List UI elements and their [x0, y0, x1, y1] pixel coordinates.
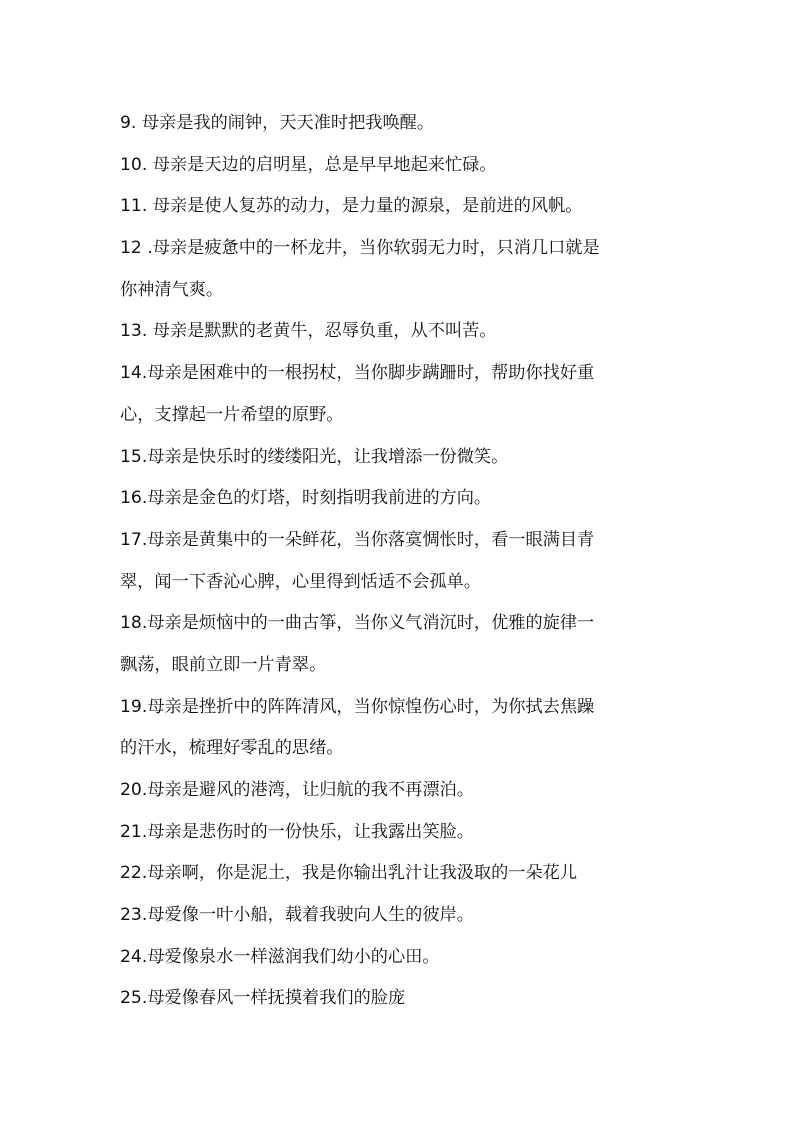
text-line: 9. 母亲是我的闹钟，天天准时把我唤醒。	[120, 113, 435, 133]
text-line: 22.母亲啊，你是泥土，我是你输出乳汁让我汲取的一朵花儿	[120, 863, 578, 884]
text-line: 翠，闻一下香沁心脾，心里得到恬适不会孤单。	[120, 571, 481, 592]
text-line: 21.母亲是悲伤时的一份快乐，让我露出笑脸。	[120, 821, 474, 842]
text-line: 18.母亲是烦恼中的一曲古筝，当你义气消沉时，优雅的旋律一	[120, 613, 595, 634]
text-line: 13. 母亲是默默的老黄牛，忍辱负重，从不叫苦。	[120, 321, 497, 342]
text-line: 你神清气爽。	[120, 279, 224, 300]
text-line: 19.母亲是挫折中的阵阵清风，当你惊惶伤心时，为你拭去焦躁	[120, 696, 595, 717]
text-line: 23.母爱像一叶小船，载着我驶向人生的彼岸。	[120, 905, 474, 926]
text-line: 25.母爱像春风一样抚摸着我们的脸庞	[120, 988, 406, 1009]
document-body	[120, 103, 680, 1020]
text-line: 的汗水，梳理好零乱的思绪。	[120, 738, 344, 759]
text-line: 17.母亲是黄集中的一朵鲜花，当你落寞惆怅时，看一眼满目青	[120, 529, 595, 550]
text-line: 10. 母亲是天边的启明星，总是早早地起来忙碌。	[120, 154, 497, 175]
text-line: 11. 母亲是使人复苏的动力，是力量的源泉，是前进的风帆。	[120, 196, 583, 217]
text-line: 16.母亲是金色的灯塔，时刻指明我前进的方向。	[120, 488, 492, 509]
text-line: 14.母亲是困难中的一根拐杖，当你脚步蹒跚时，帮助你找好重	[120, 363, 595, 384]
text-line: 12 .母亲是疲惫中的一杯龙井，当你软弱无力时，只消几口就是	[120, 238, 600, 259]
text-line: 心，支撑起一片希望的原野。	[120, 404, 344, 425]
text-line: 飘荡，眼前立即一片青翠。	[120, 654, 327, 675]
text-line: 24.母爱像泉水一样滋润我们幼小的心田。	[120, 946, 440, 967]
text-line: 20.母亲是避风的港湾，让归航的我不再漂泊。	[120, 780, 474, 800]
text-line: 15.母亲是快乐时的缕缕阳光，让我增添一份微笑。	[120, 446, 509, 467]
